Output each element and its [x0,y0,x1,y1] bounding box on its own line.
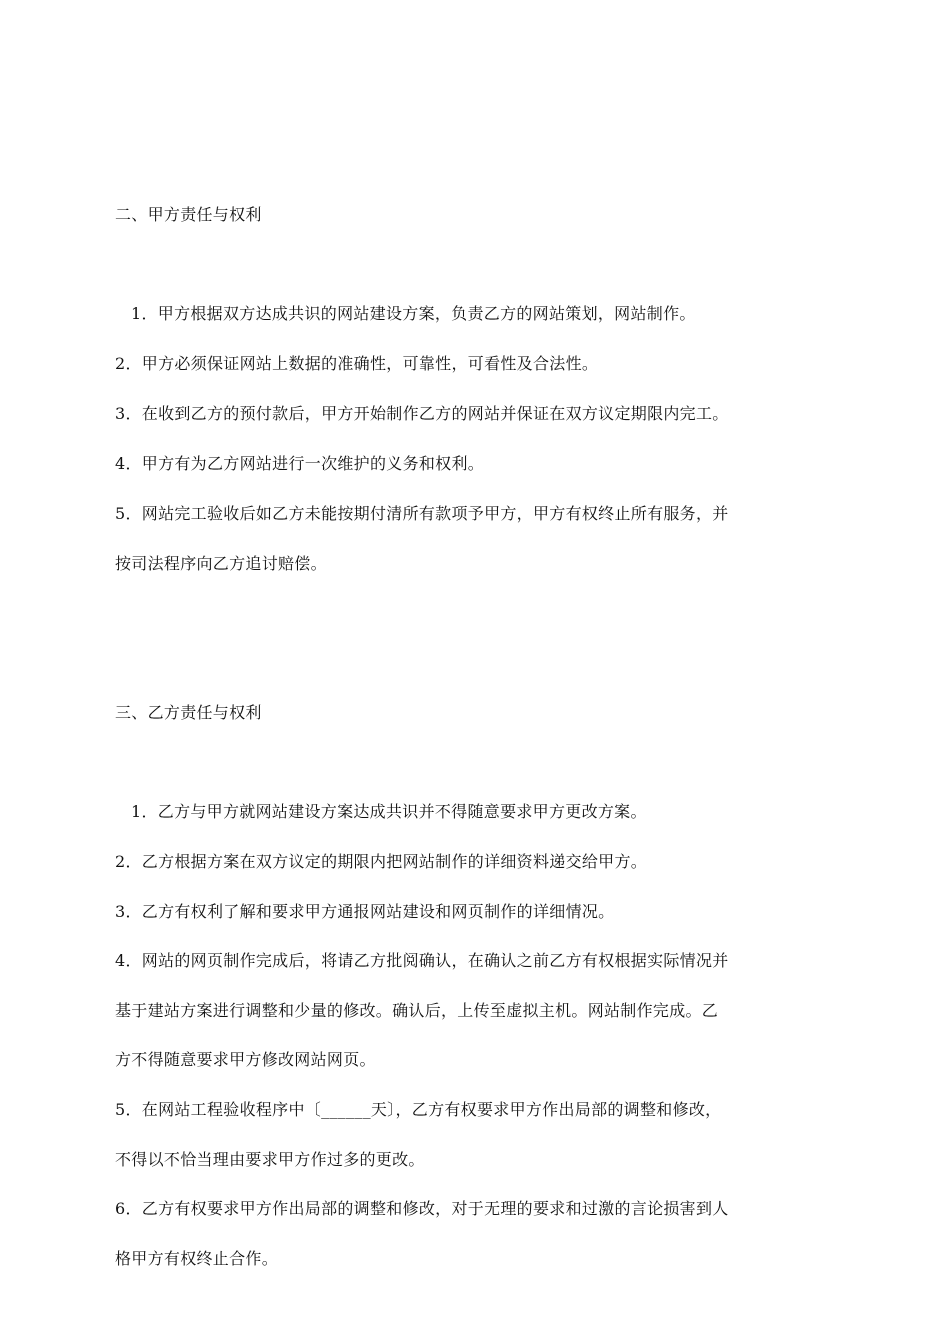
section-3-item-5-line-2: 不得以不恰当理由要求甲方作过多的更改。 [115,1150,425,1169]
section-3-item-4-line-2: 基于建站方案进行调整和少量的修改。确认后，上传至虚拟主机。网站制作完成。乙 [115,1001,719,1020]
section-2-item-2: 2．甲方必须保证网站上数据的准确性，可靠性，可看性及合法性。 [115,354,599,373]
section-3-item-3: 3．乙方有权利了解和要求甲方通报网站建设和网页制作的详细情况。 [115,902,615,921]
section-2-item-3: 3．在收到乙方的预付款后，甲方开始制作乙方的网站并保证在双方议定期限内完工。 [115,404,729,423]
section-3-item-4-line-3: 方不得随意要求甲方修改网站网页。 [115,1050,376,1069]
section-2-item-4: 4．甲方有为乙方网站进行一次维护的义务和权利。 [115,454,485,473]
section-3-item-6-line-2: 格甲方有权终止合作。 [115,1249,279,1268]
section-3-item-2: 2．乙方根据方案在双方议定的期限内把网站制作的详细资料递交给甲方。 [115,852,648,871]
section-2-item-1: 1．甲方根据双方达成共识的网站建设方案，负责乙方的网站策划，网站制作。 [131,304,696,323]
section-3-item-6-line-1: 6．乙方有权要求甲方作出局部的调整和修改，对于无理的要求和过激的言论损害到人 [115,1199,729,1218]
section-3-item-5-line-1: 5．在网站工程验收程序中〔______天〕，乙方有权要求甲方作出局部的调整和修改， [115,1100,722,1119]
section-2-item-5-line-2: 按司法程序向乙方追讨赔偿。 [115,554,327,573]
section-2-item-5-line-1: 5．网站完工验收后如乙方未能按期付清所有款项予甲方，甲方有权终止所有服务，并 [115,504,729,523]
section-3-heading: 三、乙方责任与权利 [115,703,262,722]
section-3-item-1: 1．乙方与甲方就网站建设方案达成共识并不得随意要求甲方更改方案。 [131,802,647,821]
section-3-item-4-line-1: 4．网站的网页制作完成后，将请乙方批阅确认，在确认之前乙方有权根据实际情况并 [115,951,729,970]
section-2-heading: 二、甲方责任与权利 [115,205,262,224]
